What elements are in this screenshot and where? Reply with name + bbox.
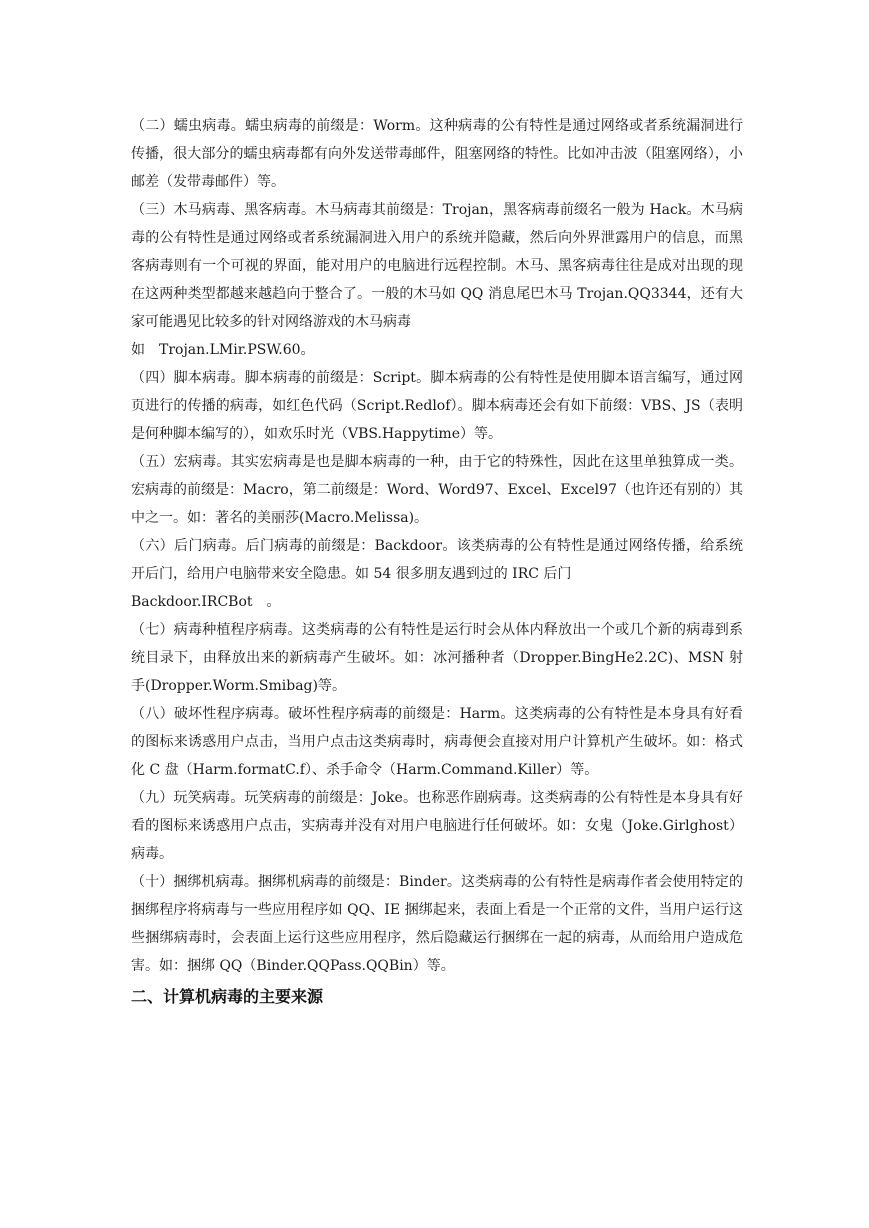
paragraph-binder-virus: （十）捆绑机病毒。捆绑机病毒的前缀是：Binder。这类病毒的公有特性是病毒作者会使用特定的捆绑程序将病毒与一些应用程序如 QQ、IE 捆绑起来，表面上看是一个正常的文件，当用户运行这些捆绑病毒时，会表面上运行这些应用程序，然后隐藏运行捆绑在一起的病毒，从而给用户造成危害。如：捆绑 QQ（Binder.QQPass.QQBin）等。 (131, 874, 743, 974)
paragraph-trojan-example: 如 Trojan.LMir.PSW.60。 (131, 342, 315, 358)
paragraph-worm-virus: （二）蠕虫病毒。蠕虫病毒的前缀是：Worm。这种病毒的公有特性是通过网络或者系统漏洞进行传播，很大部分的蠕虫病毒都有向外发送带毒邮件，阻塞网络的特性。比如冲击波（阻塞网络），小邮差（发带毒邮件）等。 (131, 118, 743, 190)
paragraph-trojan-hack-virus: （三）木马病毒、黑客病毒。木马病毒其前缀是：Trojan，黑客病毒前缀名一般为 Hack。木马病毒的公有特性是通过网络或者系统漏洞进入用户的系统并隐藏，然后向外界泄露用户的信息，而黑客病毒则有一个可视的界面，能对用户的电脑进行远程控制。木马、黑客病毒往往是成对出现的现在这两种类型都越来越趋向于整合了。一般的木马如 QQ 消息尾巴木马 Trojan.QQ3344，还有大家可能遇见比较多的针对网络游戏的木马病毒 (131, 202, 743, 330)
paragraph-script-virus: （四）脚本病毒。脚本病毒的前缀是：Script。脚本病毒的公有特性是使用脚本语言编写，通过网页进行的传播的病毒，如红色代码（Script.Redlof）。脚本病毒还会有如下前缀：VBS、JS（表明是何种脚本编写的），如欢乐时光（VBS.Happytime）等。 (131, 370, 743, 442)
paragraph-joke-virus: （九）玩笑病毒。玩笑病毒的前缀是：Joke。也称恶作剧病毒。这类病毒的公有特性是本身具有好看的图标来诱惑用户点击，实病毒并没有对用户电脑进行任何破坏。如：女鬼（Joke.Girlghost）病毒。 (131, 790, 743, 862)
paragraph-dropper-virus: （七）病毒种植程序病毒。这类病毒的公有特性是运行时会从体内释放出一个或几个新的病毒到系统目录下，由释放出来的新病毒产生破坏。如：冰河播种者（Dropper.BingHe2.2C)、MSN 射手(Dropper.Worm.Smibag)等。 (131, 622, 743, 694)
paragraph-backdoor-virus: （六）后门病毒。后门病毒的前缀是：Backdoor。该类病毒的公有特性是通过网络传播，给系统开后门，给用户电脑带来安全隐患。如 54 很多朋友遇到过的 IRC 后门 (131, 538, 743, 582)
document-body (131, 112, 743, 1013)
paragraph-backdoor-example: Backdoor.IRCBot 。 (131, 594, 281, 610)
paragraph-macro-virus: （五）宏病毒。其实宏病毒是也是脚本病毒的一种，由于它的特殊性，因此在这里单独算成一类。宏病毒的前缀是：Macro，第二前缀是：Word、Word97、Excel、Excel97（也许还有别的）其中之一。如：著名的美丽莎(Macro.Melissa)。 (131, 454, 743, 526)
paragraph-harm-virus: （八）破坏性程序病毒。破坏性程序病毒的前缀是：Harm。这类病毒的公有特性是本身具有好看的图标来诱惑用户点击，当用户点击这类病毒时，病毒便会直接对用户计算机产生破坏。如：格式化 C 盘（Harm.formatC.f）、杀手命令（Harm.Command.Killer）等。 (131, 706, 743, 778)
section-heading: 二、计算机病毒的主要来源 (131, 987, 324, 1006)
